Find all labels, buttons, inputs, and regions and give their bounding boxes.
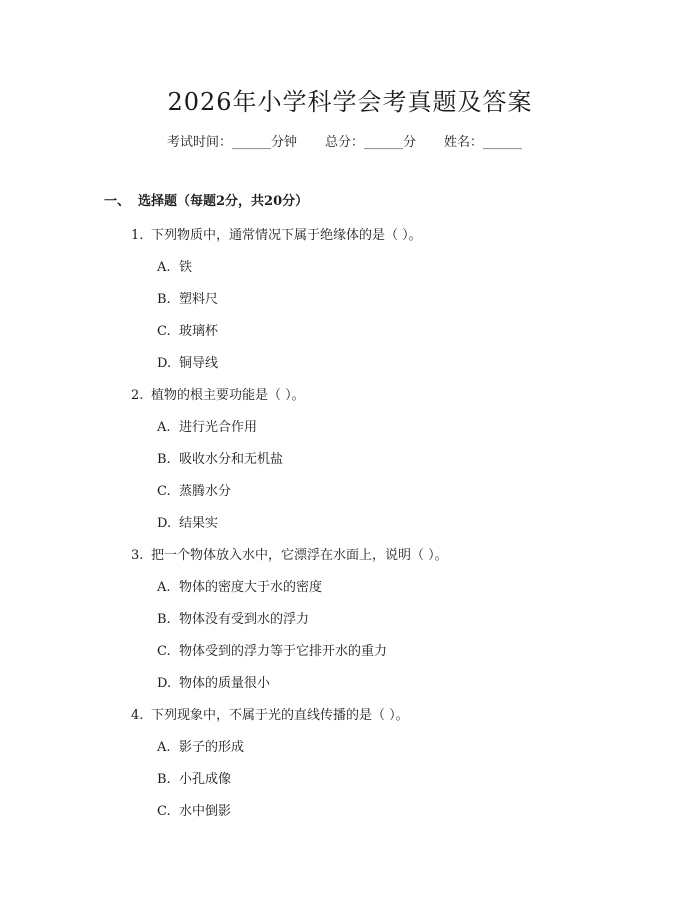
option-text: 铁 bbox=[179, 260, 193, 275]
question-2-option-d bbox=[157, 512, 218, 531]
question-text: 把一个物体放入水中，它漂浮在水面上，说明（ ）。 bbox=[151, 548, 448, 563]
question-2-option-a bbox=[157, 416, 257, 435]
option-text: 结果实 bbox=[179, 516, 219, 531]
option-letter: C. bbox=[157, 804, 171, 819]
page-title: 2026年小学科学会考真题及答案 bbox=[167, 88, 533, 116]
option-letter: D. bbox=[157, 676, 172, 691]
option-letter: C. bbox=[157, 484, 171, 499]
question-4 bbox=[131, 704, 409, 723]
option-text: 蒸腾水分 bbox=[179, 484, 232, 499]
option-text: 物体的质量很小 bbox=[179, 676, 271, 691]
question-number: 3. bbox=[131, 548, 144, 563]
section-number: 一、 bbox=[104, 194, 131, 209]
question-4-option-b bbox=[157, 768, 231, 787]
option-text: 进行光合作用 bbox=[179, 420, 258, 435]
question-1-option-b bbox=[157, 288, 218, 307]
question-text: 下列现象中，不属于光的直线传播的是（ ）。 bbox=[151, 708, 409, 723]
option-text: 吸收水分和无机盐 bbox=[179, 452, 284, 467]
option-text: 物体受到的浮力等于它排开水的重力 bbox=[179, 644, 388, 659]
option-text: 水中倒影 bbox=[179, 804, 232, 819]
option-letter: B. bbox=[157, 292, 171, 307]
option-letter: D. bbox=[157, 516, 172, 531]
question-1 bbox=[131, 224, 422, 243]
option-letter: A. bbox=[157, 260, 171, 275]
question-1-option-d bbox=[157, 352, 218, 371]
option-text: 铜导线 bbox=[179, 356, 219, 371]
question-1-option-c bbox=[157, 320, 218, 339]
question-1-option-a bbox=[157, 256, 192, 275]
option-letter: B. bbox=[157, 772, 171, 787]
total-score-label: 总分：______分 bbox=[325, 135, 417, 150]
section-heading bbox=[104, 190, 308, 209]
question-number: 1. bbox=[131, 228, 144, 243]
option-letter: D. bbox=[157, 356, 172, 371]
question-2 bbox=[131, 384, 305, 403]
option-letter: B. bbox=[157, 612, 171, 627]
option-text: 物体的密度大于水的密度 bbox=[179, 580, 323, 595]
question-number: 4. bbox=[131, 708, 144, 723]
question-3-option-b bbox=[157, 608, 309, 627]
section-title: 选择题（每题2分，共20分） bbox=[138, 194, 309, 209]
option-text: 物体没有受到水的浮力 bbox=[179, 612, 310, 627]
question-4-option-c bbox=[157, 800, 231, 819]
option-letter: C. bbox=[157, 644, 171, 659]
question-number: 2. bbox=[131, 388, 144, 403]
option-letter: A. bbox=[157, 420, 171, 435]
option-text: 小孔成像 bbox=[179, 772, 232, 787]
question-2-option-b bbox=[157, 448, 283, 467]
exam-time-label: 考试时间：______分钟 bbox=[167, 135, 298, 150]
question-3-option-a bbox=[157, 576, 322, 595]
option-letter: A. bbox=[157, 580, 171, 595]
question-3 bbox=[131, 544, 448, 563]
option-letter: B. bbox=[157, 452, 171, 467]
option-text: 影子的形成 bbox=[179, 740, 245, 755]
exam-info-line bbox=[167, 131, 522, 150]
question-text: 植物的根主要功能是（ ）。 bbox=[151, 388, 305, 403]
question-3-option-c bbox=[157, 640, 387, 659]
option-letter: C. bbox=[157, 324, 171, 339]
question-4-option-a bbox=[157, 736, 244, 755]
option-text: 玻璃杯 bbox=[179, 324, 219, 339]
question-3-option-d bbox=[157, 672, 270, 691]
option-text: 塑料尺 bbox=[179, 292, 219, 307]
question-2-option-c bbox=[157, 480, 231, 499]
student-name-label: 姓名：______ bbox=[444, 135, 523, 150]
question-text: 下列物质中，通常情况下属于绝缘体的是（ ）。 bbox=[151, 228, 422, 243]
option-letter: A. bbox=[157, 740, 171, 755]
